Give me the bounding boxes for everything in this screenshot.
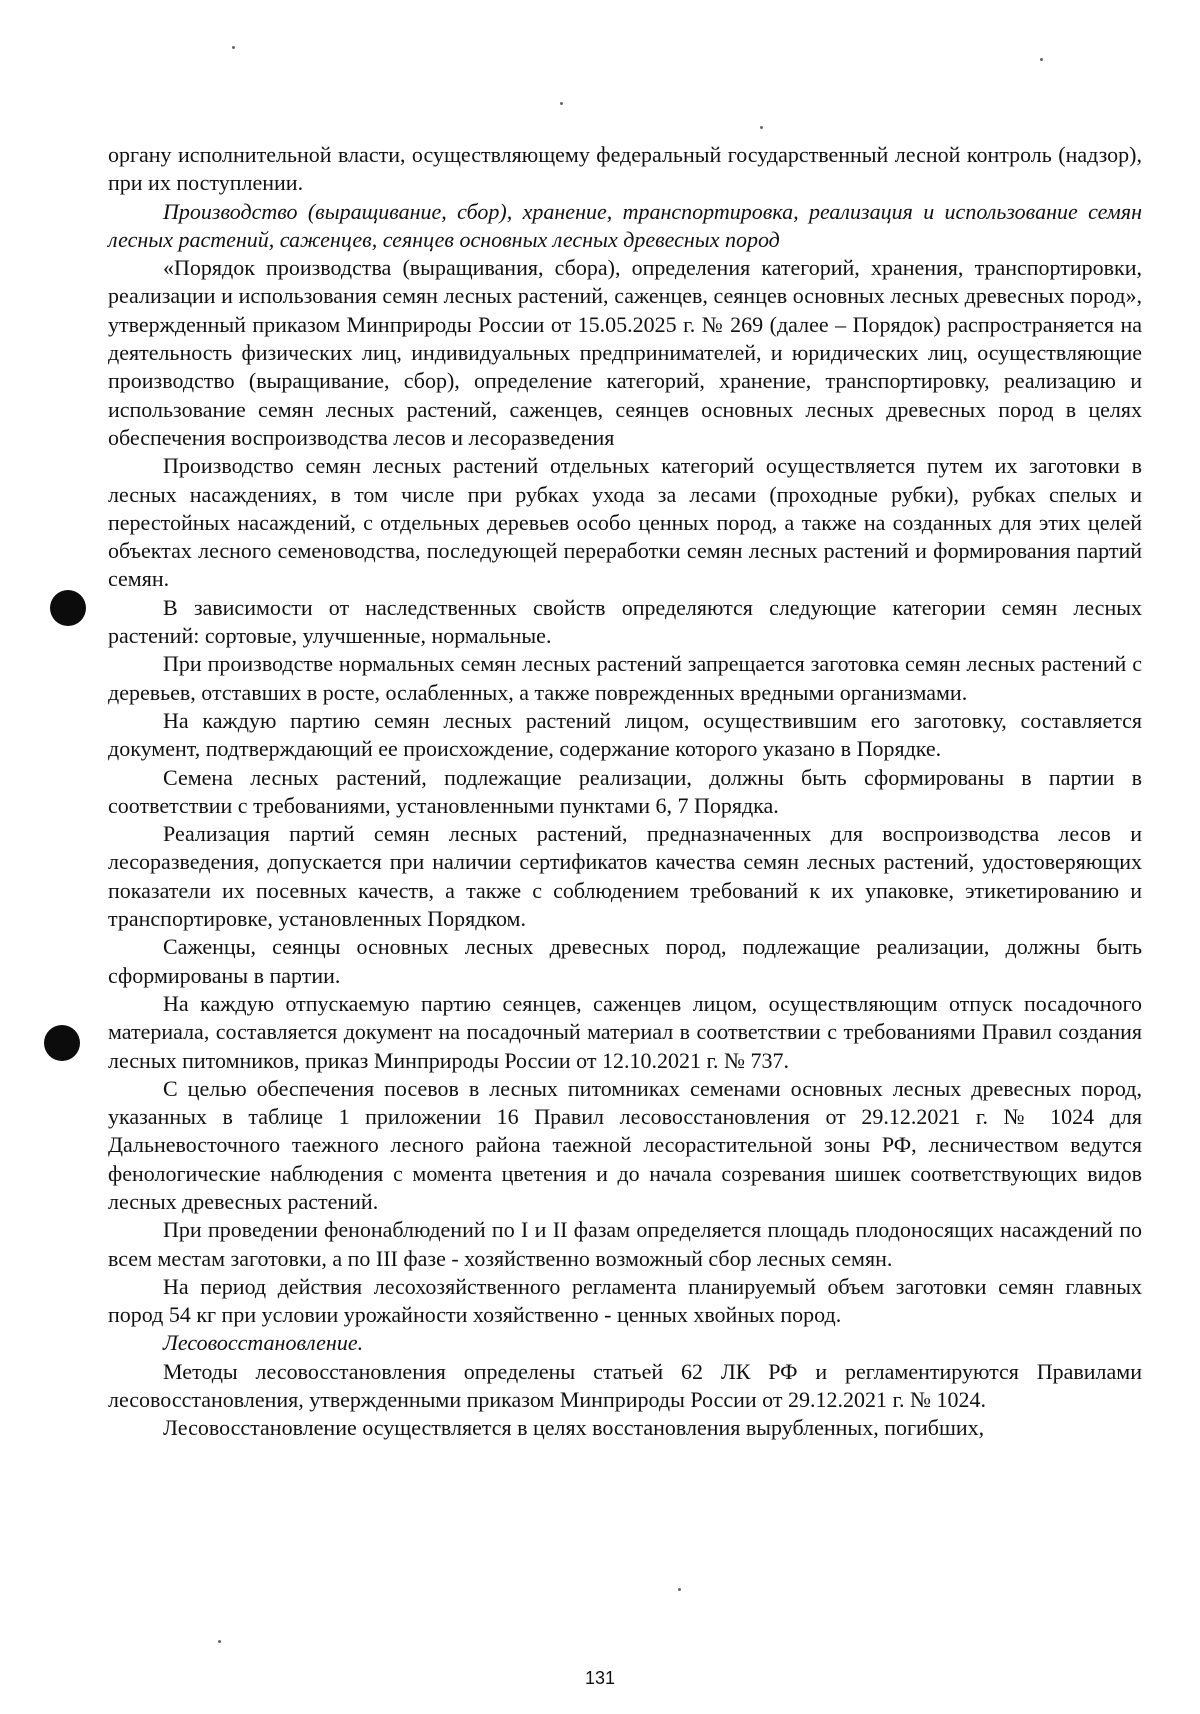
paragraph: При проведении фенонаблюдений по I и II фазам определяется площадь плодоносящих насаждений по всем местам заготовки, а по III фазе - хозяйственно возможный сбор лесных семян.: [108, 1217, 1142, 1271]
paragraph-continuation: органу исполнительной власти, осуществляющему федеральный государственный лесной контроль (надзор), при их поступлении.: [108, 142, 1142, 196]
paragraph: «Порядок производства (выращивания, сбора), определения категорий, хранения, транспортировки, реализации и использования семян лесных растений, саженцев, сеянцев основных лесных древесных пород», утвержденный приказом Минприроды России от 15.05.2025 г. № 269 (далее – Порядок) распространяется на деятельность физических лиц, индивидуальных предпринимателей, и юридических лиц, осуществляющие производство (выращивание, сбор), определение категорий, хранение, транспортировку, реализацию и использование семян лесных растений, саженцев, сеянцев основных лесных древесных пород в целях обеспечения воспроизводства лесов и лесоразведения: [108, 255, 1142, 450]
scan-speck: [1040, 58, 1043, 61]
scan-speck: [678, 1588, 681, 1591]
scan-speck: [218, 1640, 221, 1643]
paragraph: На период действия лесохозяйственного регламента планируемый объем заготовки семян главных пород 54 кг при условии урожайности хозяйственно - ценных хвойных пород.: [108, 1273, 1142, 1328]
scan-speck: [760, 126, 763, 129]
paragraph: Саженцы, сеянцы основных лесных древесных пород, подлежащие реализации, должны быть сформированы в партии.: [108, 934, 1142, 988]
section-heading-reforestation: Лесовосстановление.: [163, 1330, 364, 1356]
document-body: [108, 141, 1142, 1443]
paragraph: Производство семян лесных растений отдельных категорий осуществляется путем их заготовки в лесных насаждениях, в том числе при рубках ухода за лесами (проходные рубки), рубках спелых и перестойных насаждений, с отдельных деревьев особо ценных пород, а также на созданных для этих целей объектах лесного семеноводства, последующей переработки семян лесных растений и формирования партий семян.: [108, 453, 1142, 592]
paragraph: На каждую партию семян лесных растений лицом, осуществившим его заготовку, составляется документ, подтверждающий ее происхождение, содержание которого указано в Порядке.: [108, 707, 1142, 762]
paragraph: Лесовосстановление осуществляется в целях восстановления вырубленных, погибших,: [163, 1415, 985, 1441]
paragraph: На каждую отпускаемую партию сеянцев, саженцев лицом, осуществляющим отпуск посадочного материала, составляется документ на посадочный материал в соответствии с требованиями Правил создания лесных питомников, приказ Минприроды России от 12.10.2021 г. № 737.: [108, 990, 1142, 1073]
punch-hole-mark: [50, 590, 86, 626]
punch-hole-mark: [44, 1025, 80, 1061]
scan-speck: [232, 46, 235, 49]
paragraph: Реализация партий семян лесных растений, предназначенных для воспроизводства лесов и лесоразведения, допускается при наличии сертификатов качества семян лесных растений, удостоверяющих показатели их посевных качеств, а также с соблюдением требований к их упаковке, этикетированию и транспортировке, установленных Порядком.: [108, 821, 1142, 932]
paragraph: В зависимости от наследственных свойств определяются следующие категории семян лесных растений: сортовые, улучшенные, нормальные.: [108, 594, 1142, 649]
paragraph: При производстве нормальных семян лесных растений запрещается заготовка семян лесных растений с деревьев, отставших в росте, ослабленных, а также поврежденных вредными организмами.: [108, 651, 1142, 705]
scan-speck: [560, 102, 563, 105]
section-heading-seed-production: Производство (выращивание, сбор), хранение, транспортировка, реализация и использование семян лесных растений, саженцев, сеянцев основных лесных древесных пород: [108, 198, 1142, 252]
paragraph: Семена лесных растений, подлежащие реализации, должны быть сформированы в партии в соответствии с требованиями, установленными пунктами 6, 7 Порядка.: [108, 764, 1142, 818]
paragraph: С целью обеспечения посевов в лесных питомниках семенами основных лесных древесных пород, указанных в таблице 1 приложении 16 Правил лесовосстановления от 29.12.2021 г. № 1024 для Дальневосточного таежного лесного района таежной лесорастительной зоны РФ, лесничеством ведутся фенологические наблюдения с момента цветения и до начала созревания шишек соответствующих видов лесных древесных растений.: [108, 1075, 1142, 1214]
page-number: 131: [584, 1668, 616, 1688]
paragraph: Методы лесовосстановления определены статьей 62 ЛК РФ и регламентируются Правилами лесовосстановления, утвержденными приказом Минприроды России от 29.12.2021 г. № 1024.: [108, 1358, 1142, 1413]
